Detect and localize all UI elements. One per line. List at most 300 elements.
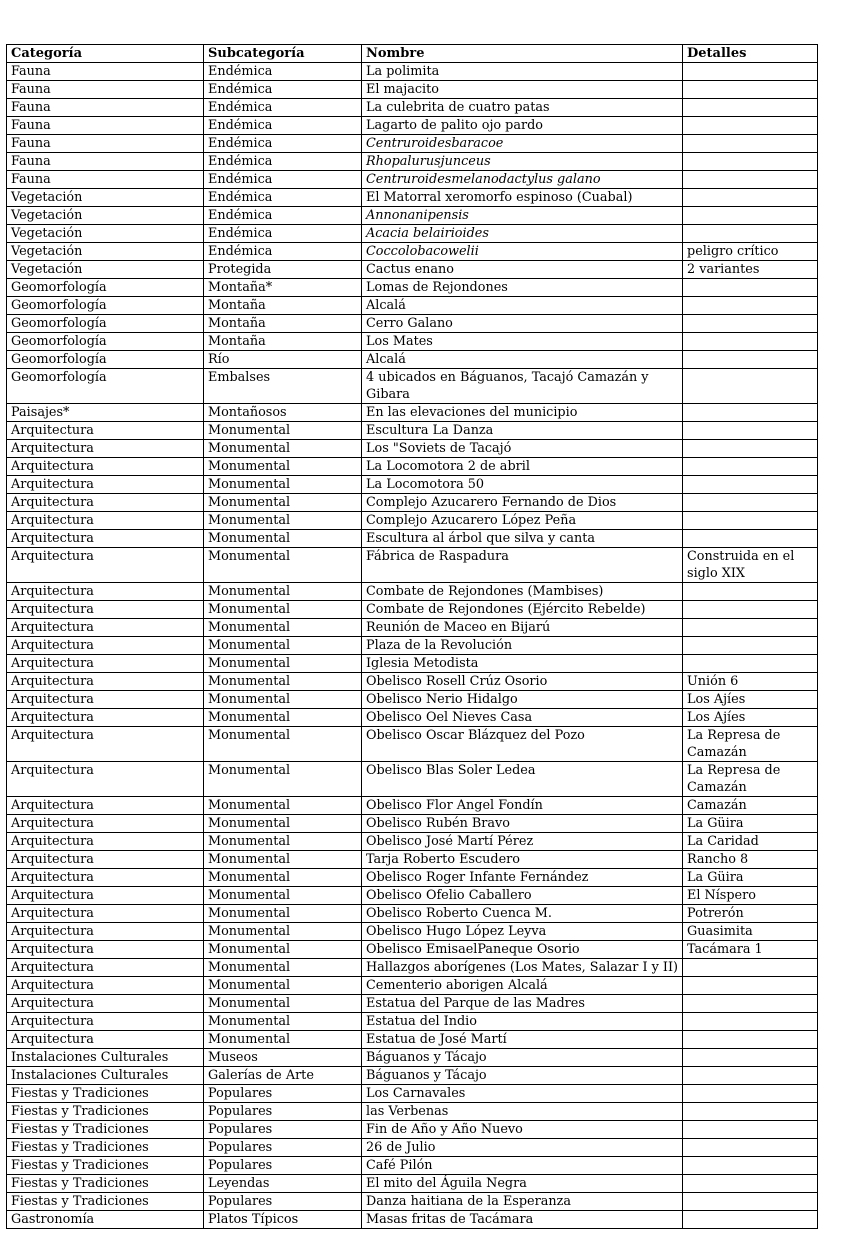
table-row (7, 887, 818, 905)
cell-nombre: Obelisco Rubén Bravo (362, 815, 683, 833)
cell-detalles: Construida en el siglo XIX (683, 548, 818, 583)
table-row (7, 512, 818, 530)
table-row (7, 207, 818, 225)
cell-subcategoria: Monumental (204, 476, 362, 494)
cell-detalles: Los Ajíes (683, 709, 818, 727)
cell-detalles (683, 458, 818, 476)
cell-detalles (683, 404, 818, 422)
cell-categoria: Arquitectura (7, 601, 204, 619)
table-row (7, 404, 818, 422)
cell-subcategoria: Monumental (204, 691, 362, 709)
cell-nombre: Combate de Rejondones (Mambises) (362, 583, 683, 601)
cell-nombre: Fábrica de Raspadura (362, 548, 683, 583)
table-row (7, 243, 818, 261)
cell-subcategoria: Leyendas (204, 1175, 362, 1193)
cell-categoria: Arquitectura (7, 512, 204, 530)
cell-categoria: Arquitectura (7, 476, 204, 494)
cell-subcategoria: Monumental (204, 797, 362, 815)
cell-categoria: Vegetación (7, 261, 204, 279)
cell-categoria: Arquitectura (7, 727, 204, 762)
table-row (7, 709, 818, 727)
cell-categoria: Vegetación (7, 225, 204, 243)
cell-categoria: Arquitectura (7, 905, 204, 923)
cell-detalles (683, 476, 818, 494)
cell-subcategoria: Monumental (204, 995, 362, 1013)
cell-subcategoria: Endémica (204, 171, 362, 189)
table-row (7, 619, 818, 637)
cell-nombre: El Matorral xeromorfo espinoso (Cuabal) (362, 189, 683, 207)
table-row (7, 297, 818, 315)
cell-detalles (683, 995, 818, 1013)
cell-detalles (683, 512, 818, 530)
cell-categoria: Geomorfología (7, 333, 204, 351)
cell-categoria: Fiestas y Tradiciones (7, 1103, 204, 1121)
cell-categoria: Vegetación (7, 207, 204, 225)
cell-categoria: Fauna (7, 99, 204, 117)
table-row (7, 189, 818, 207)
cell-detalles (683, 1067, 818, 1085)
cell-detalles (683, 171, 818, 189)
table-row (7, 1049, 818, 1067)
cell-subcategoria: Monumental (204, 673, 362, 691)
table-row (7, 851, 818, 869)
table-body (7, 63, 818, 1229)
cell-detalles (683, 494, 818, 512)
cell-subcategoria: Monumental (204, 709, 362, 727)
cell-detalles (683, 369, 818, 404)
cell-detalles (683, 1121, 818, 1139)
cell-detalles (683, 530, 818, 548)
cell-detalles (683, 99, 818, 117)
table-row (7, 869, 818, 887)
cell-subcategoria: Monumental (204, 637, 362, 655)
cell-nombre: Tarja Roberto Escudero (362, 851, 683, 869)
cell-detalles (683, 1049, 818, 1067)
cell-nombre: Rhopalurusjunceus (362, 153, 683, 171)
cell-subcategoria: Monumental (204, 833, 362, 851)
cell-subcategoria: Monumental (204, 583, 362, 601)
cell-categoria: Vegetación (7, 189, 204, 207)
cell-nombre: Masas fritas de Tacámara (362, 1211, 683, 1229)
cell-nombre: La Locomotora 50 (362, 476, 683, 494)
table-row (7, 458, 818, 476)
cell-subcategoria: Monumental (204, 601, 362, 619)
cell-categoria: Fauna (7, 117, 204, 135)
cell-subcategoria: Endémica (204, 243, 362, 261)
cell-nombre: Alcalá (362, 297, 683, 315)
cell-nombre: 4 ubicados en Báguanos, Tacajó Camazán y Gibara (362, 369, 683, 404)
table-row (7, 135, 818, 153)
cell-nombre: Los Mates (362, 333, 683, 351)
cell-subcategoria: Monumental (204, 530, 362, 548)
table-row (7, 1103, 818, 1121)
cell-categoria: Arquitectura (7, 691, 204, 709)
cell-categoria: Arquitectura (7, 422, 204, 440)
cell-categoria: Gastronomía (7, 1211, 204, 1229)
cell-detalles (683, 977, 818, 995)
cell-subcategoria: Endémica (204, 99, 362, 117)
cell-detalles: El Níspero (683, 887, 818, 905)
cell-nombre: Báguanos y Tácajo (362, 1067, 683, 1085)
cell-detalles (683, 189, 818, 207)
cell-detalles (683, 655, 818, 673)
table-row (7, 1175, 818, 1193)
cell-detalles: Rancho 8 (683, 851, 818, 869)
cell-categoria: Fiestas y Tradiciones (7, 1121, 204, 1139)
cell-categoria: Arquitectura (7, 977, 204, 995)
cell-detalles: La Represa de Camazán (683, 762, 818, 797)
cell-detalles: La Güira (683, 869, 818, 887)
table-row (7, 1211, 818, 1229)
cell-subcategoria: Populares (204, 1139, 362, 1157)
cell-categoria: Geomorfología (7, 297, 204, 315)
cell-nombre: Lomas de Rejondones (362, 279, 683, 297)
cell-subcategoria: Montaña (204, 297, 362, 315)
header-categoria: Categoría (7, 45, 204, 63)
cell-subcategoria: Monumental (204, 1013, 362, 1031)
table-row (7, 797, 818, 815)
table-row (7, 422, 818, 440)
cell-categoria: Instalaciones Culturales (7, 1049, 204, 1067)
cell-categoria: Arquitectura (7, 815, 204, 833)
cell-detalles (683, 117, 818, 135)
table-row (7, 601, 818, 619)
table-row (7, 333, 818, 351)
cell-nombre: La Locomotora 2 de abril (362, 458, 683, 476)
cell-nombre: Cactus enano (362, 261, 683, 279)
cell-nombre: Cementerio aborigen Alcalá (362, 977, 683, 995)
cell-detalles: Camazán (683, 797, 818, 815)
cell-categoria: Fiestas y Tradiciones (7, 1139, 204, 1157)
table-row (7, 833, 818, 851)
cell-subcategoria: Endémica (204, 117, 362, 135)
cell-subcategoria: Monumental (204, 851, 362, 869)
cell-subcategoria: Monumental (204, 887, 362, 905)
cell-nombre: Hallazgos aborígenes (Los Mates, Salazar I y II) (362, 959, 683, 977)
document-page (6, 44, 818, 1229)
cell-nombre: las Verbenas (362, 1103, 683, 1121)
cell-nombre: Obelisco Oel Nieves Casa (362, 709, 683, 727)
header-nombre: Nombre (362, 45, 683, 63)
cell-subcategoria: Monumental (204, 762, 362, 797)
cell-subcategoria: Monumental (204, 977, 362, 995)
cell-nombre: Cerro Galano (362, 315, 683, 333)
cell-detalles (683, 959, 818, 977)
table-row (7, 923, 818, 941)
cell-detalles (683, 63, 818, 81)
cell-nombre: Centruroidesbaracoe (362, 135, 683, 153)
cell-subcategoria: Monumental (204, 869, 362, 887)
cell-categoria: Arquitectura (7, 959, 204, 977)
cell-categoria: Arquitectura (7, 995, 204, 1013)
cell-detalles (683, 279, 818, 297)
cell-categoria: Arquitectura (7, 637, 204, 655)
cell-nombre: Danza haitiana de la Esperanza (362, 1193, 683, 1211)
cell-detalles (683, 422, 818, 440)
cell-nombre: Coccolobacowelii (362, 243, 683, 261)
cell-categoria: Arquitectura (7, 530, 204, 548)
cell-detalles (683, 619, 818, 637)
cell-categoria: Arquitectura (7, 797, 204, 815)
cell-subcategoria: Monumental (204, 959, 362, 977)
cell-detalles (683, 601, 818, 619)
cell-detalles (683, 1211, 818, 1229)
cell-nombre: Complejo Azucarero López Peña (362, 512, 683, 530)
cell-subcategoria: Monumental (204, 548, 362, 583)
table-row (7, 315, 818, 333)
cell-categoria: Fauna (7, 135, 204, 153)
cell-detalles (683, 351, 818, 369)
cell-subcategoria: Montaña (204, 333, 362, 351)
cell-nombre: Estatua del Indio (362, 1013, 683, 1031)
cell-nombre: Obelisco José Martí Pérez (362, 833, 683, 851)
cell-nombre: Los "Soviets de Tacajó (362, 440, 683, 458)
cell-subcategoria: Monumental (204, 440, 362, 458)
table-row (7, 279, 818, 297)
cell-nombre: Centruroidesmelanodactylus galano (362, 171, 683, 189)
cell-subcategoria: Embalses (204, 369, 362, 404)
cell-subcategoria: Monumental (204, 905, 362, 923)
cell-subcategoria: Endémica (204, 81, 362, 99)
header-detalles: Detalles (683, 45, 818, 63)
cell-nombre: Fin de Año y Año Nuevo (362, 1121, 683, 1139)
table-row (7, 583, 818, 601)
cell-subcategoria: Endémica (204, 63, 362, 81)
table-row (7, 261, 818, 279)
cell-categoria: Geomorfología (7, 279, 204, 297)
table-row (7, 673, 818, 691)
cell-categoria: Fauna (7, 171, 204, 189)
cell-subcategoria: Endémica (204, 225, 362, 243)
cell-categoria: Arquitectura (7, 941, 204, 959)
cell-nombre: Reunión de Maceo en Bijarú (362, 619, 683, 637)
cell-subcategoria: Monumental (204, 727, 362, 762)
cell-subcategoria: Endémica (204, 135, 362, 153)
table-row (7, 1157, 818, 1175)
table-row (7, 1085, 818, 1103)
table-row (7, 153, 818, 171)
cell-categoria: Paisajes* (7, 404, 204, 422)
cell-detalles (683, 333, 818, 351)
cell-categoria: Arquitectura (7, 762, 204, 797)
table-row (7, 351, 818, 369)
cell-subcategoria: Monumental (204, 512, 362, 530)
cell-categoria: Vegetación (7, 243, 204, 261)
table-row (7, 905, 818, 923)
cell-subcategoria: Endémica (204, 189, 362, 207)
cell-categoria: Fauna (7, 153, 204, 171)
cell-nombre: Báguanos y Tácajo (362, 1049, 683, 1067)
cell-nombre: En las elevaciones del municipio (362, 404, 683, 422)
cell-detalles: La Güira (683, 815, 818, 833)
cell-categoria: Arquitectura (7, 548, 204, 583)
cell-nombre: Obelisco Roger Infante Fernández (362, 869, 683, 887)
heritage-table (6, 44, 818, 1229)
table-row (7, 1193, 818, 1211)
cell-categoria: Arquitectura (7, 833, 204, 851)
cell-detalles (683, 153, 818, 171)
cell-nombre: Plaza de la Revolución (362, 637, 683, 655)
cell-subcategoria: Populares (204, 1193, 362, 1211)
cell-subcategoria: Monumental (204, 923, 362, 941)
cell-nombre: Obelisco Flor Angel Fondín (362, 797, 683, 815)
cell-detalles (683, 297, 818, 315)
cell-subcategoria: Monumental (204, 494, 362, 512)
table-row (7, 369, 818, 404)
cell-categoria: Arquitectura (7, 1031, 204, 1049)
table-row (7, 815, 818, 833)
cell-detalles (683, 81, 818, 99)
cell-detalles (683, 1013, 818, 1031)
cell-detalles (683, 440, 818, 458)
header-subcategoria: Subcategoría (204, 45, 362, 63)
cell-categoria: Arquitectura (7, 494, 204, 512)
cell-detalles (683, 207, 818, 225)
cell-nombre: Obelisco Nerio Hidalgo (362, 691, 683, 709)
table-row (7, 655, 818, 673)
cell-nombre: El mito del Águila Negra (362, 1175, 683, 1193)
cell-categoria: Fiestas y Tradiciones (7, 1157, 204, 1175)
cell-detalles: Tacámara 1 (683, 941, 818, 959)
table-row (7, 494, 818, 512)
cell-nombre: Combate de Rejondones (Ejército Rebelde) (362, 601, 683, 619)
table-row (7, 995, 818, 1013)
cell-categoria: Arquitectura (7, 851, 204, 869)
cell-categoria: Geomorfología (7, 351, 204, 369)
cell-categoria: Arquitectura (7, 440, 204, 458)
cell-detalles (683, 135, 818, 153)
table-row (7, 691, 818, 709)
cell-subcategoria: Monumental (204, 941, 362, 959)
cell-categoria: Arquitectura (7, 923, 204, 941)
cell-detalles (683, 1031, 818, 1049)
cell-nombre: Obelisco Blas Soler Ledea (362, 762, 683, 797)
cell-categoria: Arquitectura (7, 458, 204, 476)
table-row (7, 476, 818, 494)
table-row (7, 81, 818, 99)
cell-nombre: Escultura La Danza (362, 422, 683, 440)
table-row (7, 1031, 818, 1049)
cell-nombre: Obelisco Roberto Cuenca M. (362, 905, 683, 923)
cell-categoria: Instalaciones Culturales (7, 1067, 204, 1085)
cell-subcategoria: Montaña (204, 315, 362, 333)
cell-categoria: Geomorfología (7, 315, 204, 333)
cell-categoria: Arquitectura (7, 673, 204, 691)
table-row (7, 941, 818, 959)
cell-detalles (683, 1175, 818, 1193)
cell-categoria: Fauna (7, 81, 204, 99)
cell-detalles (683, 225, 818, 243)
table-row (7, 959, 818, 977)
table-row (7, 762, 818, 797)
cell-detalles: Potrerón (683, 905, 818, 923)
cell-detalles (683, 315, 818, 333)
cell-nombre: La polimita (362, 63, 683, 81)
cell-nombre: Los Carnavales (362, 1085, 683, 1103)
table-row (7, 530, 818, 548)
cell-nombre: Obelisco EmisaelPaneque Osorio (362, 941, 683, 959)
cell-detalles: Los Ajíes (683, 691, 818, 709)
cell-subcategoria: Monumental (204, 422, 362, 440)
cell-nombre: Annonanipensis (362, 207, 683, 225)
cell-detalles (683, 1193, 818, 1211)
table-row (7, 977, 818, 995)
cell-nombre: Obelisco Rosell Crúz Osorio (362, 673, 683, 691)
table-row (7, 63, 818, 81)
cell-subcategoria: Río (204, 351, 362, 369)
cell-subcategoria: Galerías de Arte (204, 1067, 362, 1085)
cell-detalles (683, 1103, 818, 1121)
cell-categoria: Fiestas y Tradiciones (7, 1175, 204, 1193)
table-row (7, 1121, 818, 1139)
cell-detalles (683, 1139, 818, 1157)
cell-categoria: Fiestas y Tradiciones (7, 1085, 204, 1103)
cell-nombre: Café Pilón (362, 1157, 683, 1175)
cell-subcategoria: Protegida (204, 261, 362, 279)
cell-categoria: Arquitectura (7, 887, 204, 905)
cell-nombre: Acacia belairioides (362, 225, 683, 243)
table-row (7, 1013, 818, 1031)
table-row (7, 548, 818, 583)
cell-subcategoria: Populares (204, 1103, 362, 1121)
cell-subcategoria: Montañosos (204, 404, 362, 422)
cell-nombre: Estatua de José Martí (362, 1031, 683, 1049)
cell-subcategoria: Populares (204, 1121, 362, 1139)
table-row (7, 637, 818, 655)
cell-subcategoria: Monumental (204, 458, 362, 476)
table-row (7, 1139, 818, 1157)
cell-detalles: La Represa de Camazán (683, 727, 818, 762)
table-row (7, 727, 818, 762)
cell-subcategoria: Monumental (204, 619, 362, 637)
cell-detalles: peligro crítico (683, 243, 818, 261)
cell-subcategoria: Montaña* (204, 279, 362, 297)
cell-nombre: Estatua del Parque de las Madres (362, 995, 683, 1013)
cell-detalles: Guasimita (683, 923, 818, 941)
table-row (7, 99, 818, 117)
cell-detalles: 2 variantes (683, 261, 818, 279)
cell-categoria: Geomorfología (7, 369, 204, 404)
cell-categoria: Arquitectura (7, 619, 204, 637)
cell-categoria: Arquitectura (7, 1013, 204, 1031)
cell-nombre: 26 de Julio (362, 1139, 683, 1157)
cell-subcategoria: Populares (204, 1157, 362, 1175)
cell-nombre: El majacito (362, 81, 683, 99)
cell-categoria: Arquitectura (7, 709, 204, 727)
cell-subcategoria: Monumental (204, 655, 362, 673)
table-row (7, 1067, 818, 1085)
cell-detalles (683, 1085, 818, 1103)
cell-categoria: Arquitectura (7, 583, 204, 601)
table-row (7, 225, 818, 243)
cell-detalles: Unión 6 (683, 673, 818, 691)
cell-nombre: Lagarto de palito ojo pardo (362, 117, 683, 135)
table-row (7, 117, 818, 135)
cell-nombre: Iglesia Metodista (362, 655, 683, 673)
cell-subcategoria: Populares (204, 1085, 362, 1103)
cell-detalles (683, 637, 818, 655)
cell-subcategoria: Platos Típicos (204, 1211, 362, 1229)
cell-subcategoria: Monumental (204, 1031, 362, 1049)
cell-subcategoria: Endémica (204, 207, 362, 225)
cell-categoria: Arquitectura (7, 869, 204, 887)
cell-detalles (683, 583, 818, 601)
cell-categoria: Arquitectura (7, 655, 204, 673)
cell-nombre: Obelisco Ofelio Caballero (362, 887, 683, 905)
cell-categoria: Fauna (7, 63, 204, 81)
cell-categoria: Fiestas y Tradiciones (7, 1193, 204, 1211)
table-header-row (7, 45, 818, 63)
